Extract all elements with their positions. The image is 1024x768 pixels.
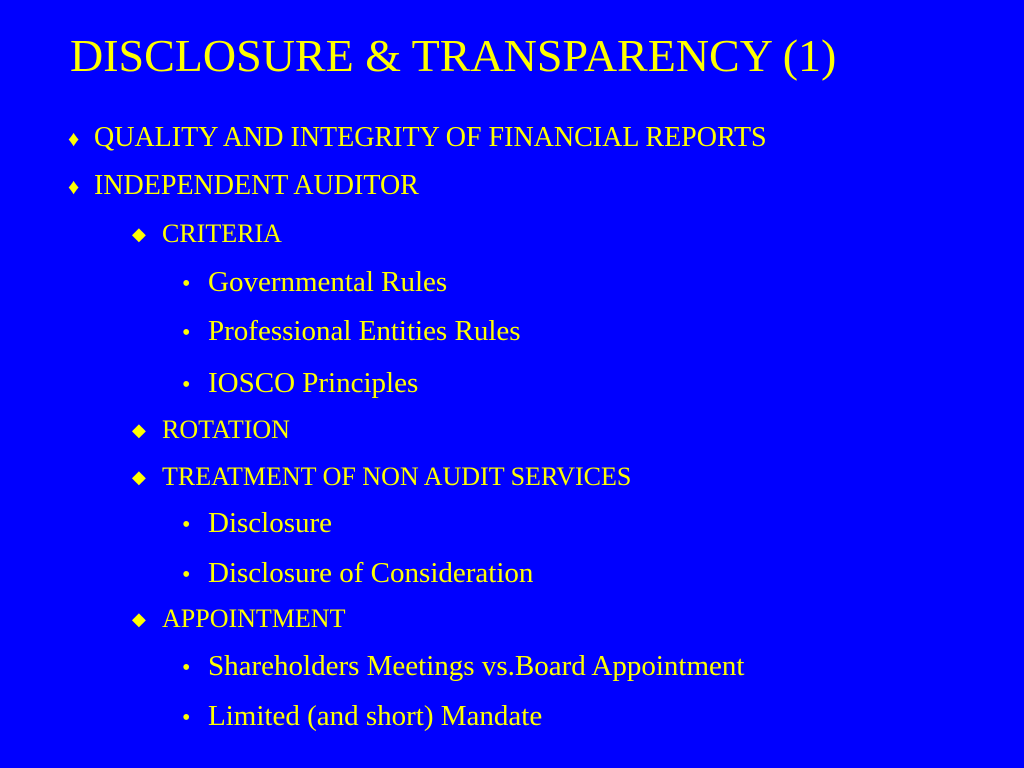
bullet-text: QUALITY AND INTEGRITY OF FINANCIAL REPORTS [94,122,767,153]
dot-bullet-icon: • [182,320,191,346]
bullet-item-level3 [182,363,418,405]
diamond-bullet-icon: ◆ [132,609,146,629]
bullet-item-level3 [182,646,744,688]
bullet-text: ROTATION [162,415,290,444]
slide-title: DISCLOSURE & TRANSPARENCY (1) [70,30,837,81]
dot-bullet-icon: • [182,655,191,681]
bullet-text: Disclosure [208,507,333,539]
dot-bullet-icon: • [182,705,191,731]
bullet-item-level3 [182,311,521,353]
bullet-item-level2 [132,412,290,450]
diamond-bullet-icon: ◆ [132,467,146,487]
bullet-item-level3 [182,503,332,545]
bullet-text: Disclosure of Consideration [208,557,534,589]
bullet-text: IOSCO Principles [208,367,419,399]
bullet-text: Governmental Rules [208,266,448,298]
bullet-text: INDEPENDENT AUDITOR [94,170,419,201]
bullet-text: CRITERIA [162,219,282,248]
bullet-text: Professional Entities Rules [208,315,521,347]
bullet-text: Limited (and short) Mandate [208,700,543,732]
dot-bullet-icon: • [182,372,191,398]
bullet-text: TREATMENT OF NON AUDIT SERVICES [162,462,632,491]
diamond-bullet-icon: ◆ [132,224,146,244]
dot-bullet-icon: • [182,512,191,538]
bullet-item-level3 [182,696,542,738]
diamond-bullet-icon: ♦ [68,174,80,199]
dot-bullet-icon: • [182,562,191,588]
bullet-item-level1 [68,166,419,207]
bullet-text: Shareholders Meetings vs.Board Appointment [208,650,745,682]
bullet-text: APPOINTMENT [162,604,346,633]
bullet-item-level2 [132,459,631,497]
bullet-item-level2 [132,601,345,639]
bullet-item-level2 [132,216,282,254]
bullet-item-level3 [182,262,447,304]
dot-bullet-icon: • [182,271,191,297]
diamond-bullet-icon: ♦ [68,126,80,151]
diamond-bullet-icon: ◆ [132,420,146,440]
bullet-item-level1 [68,118,767,159]
bullet-item-level3 [182,553,533,595]
